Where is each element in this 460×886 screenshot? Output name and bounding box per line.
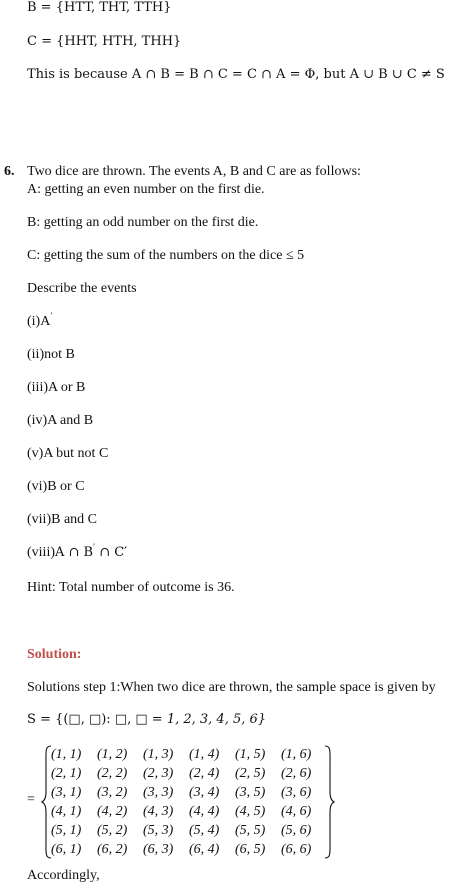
matrix-cell: (6, 4) <box>189 842 220 857</box>
matrix-cell: (5, 3) <box>143 823 174 838</box>
part-text: A and B <box>47 413 94 428</box>
part-iii <box>27 379 85 397</box>
hint-text: Hint: Total number of outcome is 36. <box>27 580 235 595</box>
matrix-cell: (5, 4) <box>189 823 220 838</box>
part-viii <box>27 544 127 562</box>
part-roman: (viii) <box>27 545 55 560</box>
matrix-cell: (2, 2) <box>97 766 128 781</box>
part-vi <box>27 478 85 496</box>
set-b-definition: B = {HTT, THT, TTH} <box>27 0 172 15</box>
matrix-cell: (3, 6) <box>281 785 312 800</box>
part-roman: (v) <box>27 446 44 461</box>
matrix-cell: (2, 6) <box>281 766 312 781</box>
sample-space-prefix: S = {(□, □): □, □ = <box>27 712 167 727</box>
question-number: 6. <box>4 164 15 179</box>
accordingly-text: Accordingly, <box>27 868 100 883</box>
matrix-cell: (2, 4) <box>189 766 220 781</box>
matrix-cell: (5, 6) <box>281 823 312 838</box>
matrix-cell: (2, 3) <box>143 766 174 781</box>
part-vii <box>27 511 97 529</box>
matrix-cell: (4, 2) <box>97 804 128 819</box>
question-text: Two dice are thrown. The events A, B and C are as follows: <box>27 164 361 179</box>
matrix-cell: (1, 4) <box>189 747 220 762</box>
matrix-cell: (4, 6) <box>281 804 312 819</box>
matrix-cell: (1, 2) <box>97 747 128 762</box>
part-i <box>27 313 52 331</box>
matrix-cell: (1, 5) <box>235 747 266 762</box>
matrix-grid <box>51 745 327 859</box>
matrix-cell: (5, 5) <box>235 823 266 838</box>
matrix-cell: (6, 3) <box>143 842 174 857</box>
part-roman: (vii) <box>27 512 52 527</box>
sample-space-matrix <box>27 745 332 859</box>
solution-step1: Solutions step 1:When two dice are thrown, the sample space is given by <box>27 680 436 695</box>
matrix-cell: (1, 1) <box>51 747 82 762</box>
part-text: A but not C <box>43 446 109 461</box>
sample-space-definition <box>27 711 266 729</box>
matrix-cell: (3, 3) <box>143 785 174 800</box>
matrix-cell: (4, 4) <box>189 804 220 819</box>
matrix-cell: (4, 5) <box>235 804 266 819</box>
part-ii <box>27 346 75 364</box>
matrix-cell: (2, 1) <box>51 766 82 781</box>
matrix-cell: (6, 6) <box>281 842 312 857</box>
describe-text: Describe the events <box>27 281 137 296</box>
matrix-cell: (4, 3) <box>143 804 174 819</box>
matrix-cell: (5, 2) <box>97 823 128 838</box>
set-c-definition: C = {HHT, HTH, THH} <box>27 34 182 49</box>
right-brace-icon <box>323 745 335 859</box>
matrix-cell: (1, 3) <box>143 747 174 762</box>
part-text: A <box>40 314 51 329</box>
matrix-cell: (6, 1) <box>51 842 82 857</box>
part-text: not B <box>44 347 75 362</box>
matrix-cell: (3, 5) <box>235 785 266 800</box>
reason-text: This is because A ∩ B = B ∩ C = C ∩ A = Φ, but A ∪ B ∪ C ≠ S <box>27 67 445 82</box>
solution-heading: Solution: <box>27 647 82 662</box>
part-tail: ∩ C′ <box>95 545 128 560</box>
part-iv <box>27 412 93 430</box>
matrix-cell: (3, 1) <box>51 785 82 800</box>
part-roman: (iii) <box>27 380 48 395</box>
matrix-cell: (1, 6) <box>281 747 312 762</box>
event-b-text: B: getting an odd number on the first die. <box>27 215 259 230</box>
prime-mark: ′ <box>93 542 96 552</box>
part-roman: (i) <box>27 314 41 329</box>
matrix-cell: (5, 1) <box>51 823 82 838</box>
part-v <box>27 445 108 463</box>
sample-space-values: 1, 2, 3, 4, 5, 6} <box>166 712 267 727</box>
part-roman: (iv) <box>27 413 48 428</box>
matrix-cell: (6, 5) <box>235 842 266 857</box>
part-roman: (ii) <box>27 347 45 362</box>
part-text: B or C <box>47 479 85 494</box>
part-roman: (vi) <box>27 479 48 494</box>
event-a-text: A: getting an even number on the first die. <box>27 182 265 197</box>
matrix-cell: (4, 1) <box>51 804 82 819</box>
equals-sign: = <box>27 792 35 807</box>
part-text: A or B <box>48 380 86 395</box>
part-text: B and C <box>51 512 97 527</box>
event-c-text: C: getting the sum of the numbers on the dice ≤ 5 <box>27 248 305 263</box>
part-text: A ∩ B <box>55 545 94 560</box>
matrix-cell: (2, 5) <box>235 766 266 781</box>
prime-mark: ′ <box>50 311 53 321</box>
matrix-cell: (3, 4) <box>189 785 220 800</box>
matrix-cell: (3, 2) <box>97 785 128 800</box>
matrix-cell: (6, 2) <box>97 842 128 857</box>
